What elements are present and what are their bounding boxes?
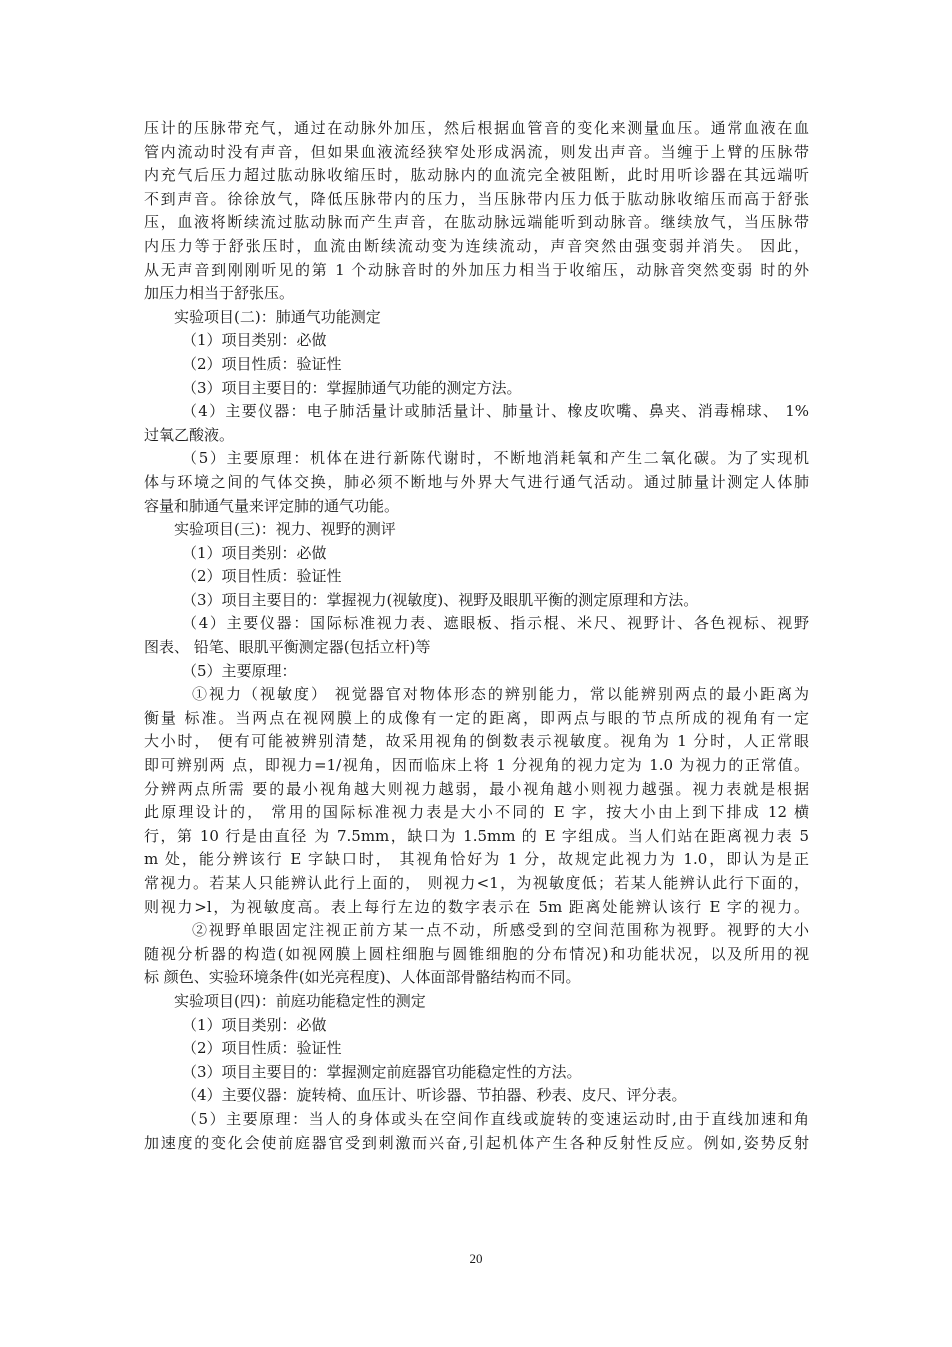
section-heading: 实验项目(四)：前庭功能稳定性的测定 — [174, 991, 426, 1010]
text-line: 大小时， 便有可能被辨别清楚，故采用视角的倒数表示视敏度。视角为 1 分时，人正常眼 — [144, 732, 809, 751]
list-item: （3）项目主要目的：掌握视力(视敏度)、视野及眼肌平衡的测定原理和方法。 — [182, 590, 699, 609]
text-line: 加压力相当于舒张压。 — [144, 284, 295, 303]
text-line: 衡量 标准。当两点在视网膜上的成像有一定的距离，即两点与眼的节点所成的视角有一定 — [144, 708, 809, 727]
text-line: 此原理设计的， 常用的国际标准视力表是大小不同的 E 字，按大小由上到下排成 12 横 — [144, 803, 809, 822]
text-line: 标 颜色、实验环境条件(如光亮程度)、人体面部骨骼结构而不同。 — [144, 968, 581, 987]
text-line: ①视力（视敏度） 视觉器官对物体形态的辨别能力，常以能辨别两点的最小距离为 — [192, 685, 809, 704]
list-item: （1）项目类别：必做 — [182, 331, 327, 350]
text-line: 则视力>l，为视敏度高。表上每行左边的数字表示在 5m 距离处能辨认该行 E 字的视力。 — [144, 897, 809, 916]
list-item: （4）主要仪器：国际标准视力表、遮眼板、指示棍、米尺、视野计、各色视标、视野 — [182, 614, 809, 633]
text-line: 分辨两点所需 要的最小视角越大则视力越弱，最小视角越小则视力越强。视力表就是根据 — [144, 779, 809, 798]
text-line: 图表、 铅笔、眼肌平衡测定器(包括立杆)等 — [144, 638, 431, 657]
list-item: （5）主要原理： — [182, 661, 297, 680]
page-number: 20 — [469, 1251, 483, 1266]
section-heading: 实验项目(三)：视力、视野的测评 — [174, 520, 396, 539]
body-text — [144, 117, 809, 1155]
list-item: （4）主要仪器：电子肺活量计或肺活量计、肺量计、橡皮吹嘴、鼻夹、消毒棉球、 1% — [182, 402, 809, 421]
text-line: 即可辨别两 点，即视力=1/视角，因而临床上将 1 分视角的视力定为 1.0 为视力的正常值。 — [144, 756, 809, 775]
list-item: （5）主要原理：机体在进行新陈代谢时，不断地消耗氧和产生二氧化碳。为了实现机 — [182, 449, 809, 468]
text-line: ②视野单眼固定注视正前方某一点不动，所感受到的空间范围称为视野。视野的大小 — [192, 921, 809, 940]
text-line: 随视分析器的构造(如视网膜上圆柱细胞与圆锥细胞的分布情况)和功能状况，以及所用的视 — [144, 944, 809, 963]
text-line: 容量和肺通气量来评定肺的通气功能。 — [144, 496, 400, 515]
list-item: （3）项目主要目的：掌握测定前庭器官功能稳定性的方法。 — [182, 1062, 582, 1081]
list-item: （1）项目类别：必做 — [182, 1015, 327, 1034]
list-item: （2）项目性质：验证性 — [182, 1039, 342, 1058]
section-heading: 实验项目(二)：肺通气功能测定 — [174, 307, 381, 326]
text-line: 不到声音。徐徐放气，降低压脉带内的压力，当压脉带内压力低于肱动脉收缩压而高于舒张 — [144, 189, 809, 208]
text-line: 常视力。若某人只能辨认此行上面的， 则视力<1，为视敏度低；若某人能辨认此行下面的， — [144, 874, 809, 892]
text-line: 管内流动时没有声音，但如果血液流经狭窄处形成涡流，则发出声音。当缠于上臂的压脉带 — [144, 142, 809, 161]
list-item: （3）项目主要目的：掌握肺通气功能的测定方法。 — [182, 378, 522, 397]
text-line: 行，第 10 行是由直径 为 7.5mm，缺口为 1.5mm 的 E 字组成。当人们站在距离视力表 5 — [144, 826, 809, 845]
text-line: 过氧乙酸液。 — [144, 425, 235, 444]
text-line: m 处，能分辨该行 E 字缺口时， 其视角恰好为 1 分，故规定此视力为 1.0，即认为是正 — [144, 850, 809, 869]
text-line: 体与环境之间的气体交换，肺必须不断地与外界大气进行通气活动。通过肺量计测定人体肺 — [144, 472, 809, 491]
text-line: 加速度的变化会使前庭器官受到刺激而兴奋,引起机体产生各种反射性反应。例如,姿势反射 — [144, 1133, 809, 1152]
list-item: （2）项目性质：验证性 — [182, 354, 342, 373]
list-item: （4）主要仪器：旋转椅、血压计、听诊器、节拍器、秒表、皮尺、评分表。 — [182, 1086, 687, 1105]
text-line: 压，血液将断续流过肱动脉而产生声音，在肱动脉远端能听到动脉音。继续放气，当压脉带 — [144, 213, 809, 232]
list-item: （5）主要原理：当人的身体或头在空间作直线或旋转的变速运动时,由于直线加速和角 — [182, 1109, 809, 1128]
text-line: 从无声音到刚刚听见的第 1 个动脉音时的外加压力相当于收缩压，动脉音突然变弱 时的外 — [144, 260, 809, 279]
list-item: （1）项目类别：必做 — [182, 543, 327, 562]
text-line: 压计的压脉带充气，通过在动脉外加压，然后根据血管音的变化来测量血压。通常血液在血 — [144, 119, 809, 137]
text-line: 内压力等于舒张压时，血流由断续流动变为连续流动，声音突然由强变弱并消失。 因此， — [144, 236, 809, 255]
list-item: （2）项目性质：验证性 — [182, 567, 342, 586]
text-line: 内充气后压力超过肱动脉收缩压时，肱动脉内的血流完全被阻断，此时用听诊器在其远端听 — [144, 166, 809, 185]
